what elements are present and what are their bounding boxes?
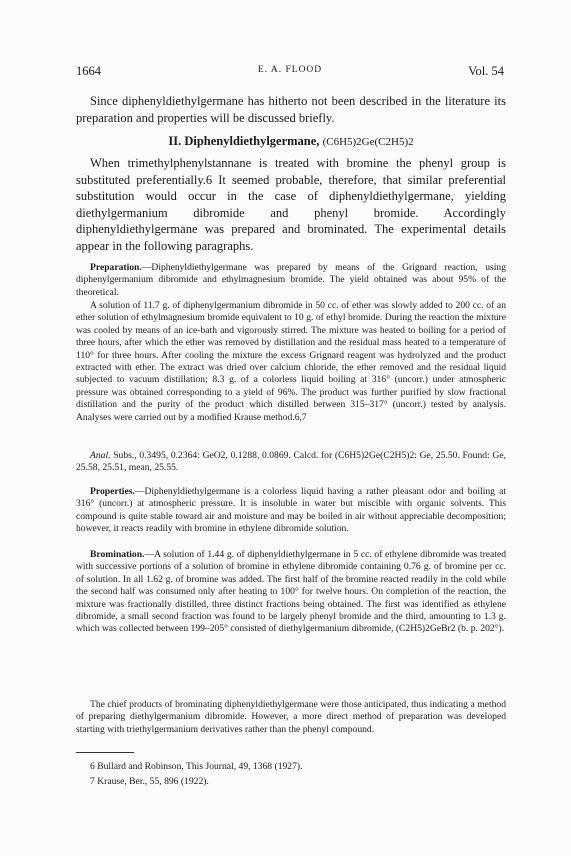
properties-paragraph — [76, 486, 506, 536]
analysis-paragraph — [76, 450, 506, 475]
volume-label: Vol. 54 — [468, 64, 504, 78]
solution-paragraph: A solution of 11.7 g. of diphenylgermanium dibromide in 50 cc. of ether was slowly added to 200 cc. of an ether solution of ethylmagnesium bromide equivalent to 10 g. of ethyl bromide. During the reaction the mixture was cooled by means of an ice-bath and vigorously stirred. The mixture was heated to boiling for a period of three hours, after which the ether was removed by distillation and the residual mass heated to a temperature of 110° for three hours. After cooling the mixture the excess Grignard reagent was hydrolyzed and the product extracted with ether. The extract was dried over calcium chloride, the ether removed and the residual liquid subjected to vacuum distillation; 8.3 g. of a colorless liquid boiling at 316° (uncorr.) under atmospheric pressure was obtained corresponding to a yield of 96%. The product was further purified by slow fractional distillation and the purity of the product which distilled between 315–317° (uncorr.) tested by analysis. Analyses were carried out by a modified Krause method.6,7 — [76, 300, 506, 423]
footnote-7: 7 Krause, Ber., 55, 896 (1922). — [90, 776, 209, 787]
preparation-paragraph — [76, 262, 506, 299]
running-header — [76, 64, 504, 80]
bromination-lead: Bromination. — [90, 549, 145, 560]
section-heading — [76, 134, 506, 149]
bromination-text: —A solution of 1.44 g. of diphenyldiethylgermane in 5 cc. of ethylene dibromide was treated with successive portions of a solution of bromine in ethylene dibromide containing 0.76 g. of bromine per cc. of solution. In all 1.62 g. of bromine was added. The first half of the bromine reacted readily in the cold while the second half was consumed only after heating to 100° for twelve hours. On completion of the reaction, the mixture was fractionally distilled, three distinct fractions being obtained. The first was identified as ethylene dibromide, a small second fraction was found to be largely phenyl bromide and the third, amounting to 1.3 g. which was collected between 199–205° consisted of diethylgermanium dibromide, (C2H5)2GeBr2 (b. p. 202°). — [76, 549, 506, 635]
preparation-lead: Preparation. — [90, 262, 142, 273]
preparation-text: —Diphenyldiethylgermane was prepared by means of the Grignard reaction, using diphenylgermanium dibromide and ethylmagnesium bromide. The yield obtained was about 95% of the theoretical. — [76, 262, 506, 298]
paragraph-substitution: When trimethylphenylstannane is treated with bromine the phenyl group is substituted preferentially.6 It seemed probable, therefore, that similar preferential substitution would occur in the case of diphenyldiethylgermane, yielding diethylgermanium dibromide and phenyl bromide. Accordingly diphenyldiethylgermane was prepared and brominated. The experimental details appear in the following paragraphs. — [76, 156, 506, 253]
analysis-text: Subs., 0.3495, 0.2364: GeO2, 0.1288, 0.0869. Calcd. for (C6H5)2Ge(C2H5)2: Ge, 25.50. Found: Ge, 25.58, 25.51, mean, 25.55. — [76, 450, 506, 474]
author-header: E. A. FLOOD — [257, 65, 323, 75]
footnote-divider — [76, 752, 134, 753]
section-title: II. Diphenyldiethylgermane, — [168, 134, 320, 148]
chief-products-paragraph: The chief products of brominating diphenyldiethylgermane were those anticipated, thus indicating a method of preparing diethylgermanium dibromide. However, a more direct method of preparation was developed starting with triethylgermanium derivatives rather than the phenyl compound. — [76, 699, 506, 735]
section-formula: (C6H5)2Ge(C2H5)2 — [322, 136, 414, 148]
analysis-lead: Anal. — [90, 450, 111, 461]
footnote-6: 6 Bullard and Robinson, This Journal, 49, 1368 (1927). — [90, 761, 303, 772]
page-number: 1664 — [76, 64, 101, 78]
properties-text: —Diphenyldiethylgermane is a colorless liquid having a rather pleasant odor and boiling at 316° (uncorr.) at atmospheric pressure. It is insoluble in water but miscible with organic solvents. This compound is quite stable toward air and moisture and may be boiled in air without appreciable decomposition; however, it reacts readily with bromine in ethylene dibromide solution. — [76, 486, 506, 535]
properties-lead: Properties. — [90, 486, 135, 497]
intro-paragraph: Since diphenyldiethylgermane has hitherto not been described in the literature its preparation and properties will be discussed briefly. — [76, 94, 506, 125]
bromination-paragraph — [76, 549, 506, 636]
